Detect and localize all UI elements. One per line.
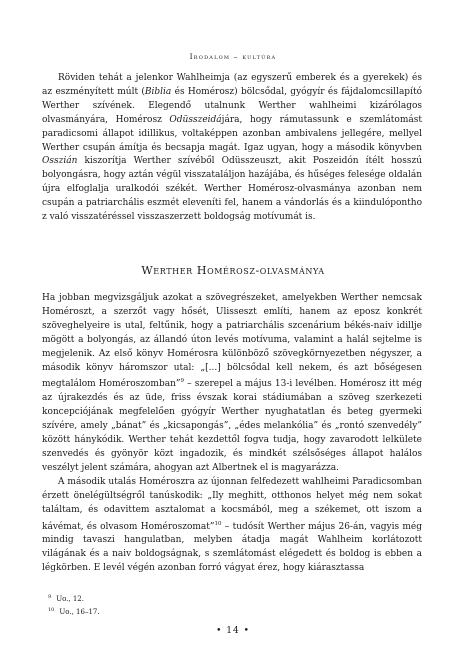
running-head: Irodalom – kultúra [189,52,277,61]
footnote-ref-10[interactable]: 10 [214,520,222,527]
italic-title-biblia: Biblia [144,86,172,97]
paragraph-intro: Röviden tehát a jelenkor Wahlheimja (az egyszerű emberek és a gyerekek) és az eszményített múlt (Biblia és Homérosz) bölcsődal, gyógyír és fájdalomcsillapító Werther szívének. Elegendő utalnunk Werther wahlheimi kizárólagos olvasmányára, Homérosz Odüsszeidájára, hogy rámutassunk e szemlátomást paradicsomi állapot idillikus, voltaképpen azonban ambivalens jellegére, mellyel Werther csupán ámítja és becsapja magát. Igaz ugyan, hogy a második könyvben Osszián kiszorítja Werther szívéből Odüsszeuszt, akit Poszeidón ítélt hosszú bolyongásra, hogy aztán végül visszataláljon hazájába, és hűséges felesége oldalán újra elfoglalja uralkodói székét. Werther Homérosz-olvasmánya azonban nem csupán a patriarchális eszmét eleveníti fel, hanem a vándorlás és a kiindulópontho z való visszatéréssel visszaszerzett boldogság motívumát is. [42,73,422,223]
footnote-9: $^9$ Uo., 12. [48,594,84,603]
footnotes [42,592,422,618]
page-number: • 14 • [216,626,250,636]
paragraph-second-mention: A második utalás Homéroszra az újonnan felfedezett wahlheimi Paradicsomban érzett önelégültségről tanúskodik: „Ily meghitt, otthonos helyet még nem sokat találtam, és odavittem asztalomat a kocsmából, meg a székemet, ott iszom a kávémat, és olvasom Homéroszomat”$^{10}$ – tudósít Werther május 26-án, vagyis még mindig tavaszi hangulatban, melyben átadja magát Wahlheim korlátozott világának és a naiv boldogságnak, s szemlátomást elégedett és boldog is ebben a légkörben. E levél végén azonban forró vágyat érez, hogy kiárasztassa [42,476,422,574]
paragraph-main: Ha jobban megvizsgáljuk azokat a szövegrészeket, amelyekben Werther nemcsak Homéroszt, a szerzőt vagy hősét, Ulisseszt említi, hanem az eposz konkrét szöveghelyeire is utal, feltűnik, hogy a patriarchális szcenárium békés-naiv idillje mögött a bolyongás, az állandó úton levés motívuma, valamint a halál sejtelme is megjelenik. Az első könyv Homérosra különböző szövegkörnyezetben négyszer, a második könyv háromszor utal: „[...] bölcsődal kell nekem, és azt bőségesen megtalálom Homéroszomban”$^9$ – szerepel a május 13-i levélben. Homérosz itt még az újrakezdés és az üde, friss évszak korai stádiumában a szöveg szerkezeti koncepciójának megfelelően gyógyír Werther nyughatatlan és beteg gyermeki szívére, amely „bánat” és „kicsapongás”, „édes melankólia” és „rontó szenvedély” között hánykódik. Werther tehát kezdettől fogva tudja, hogy zavarodott lelkülete szenvedés és gyönyör közt ingadozik, és mindkét szélsőséges állapot halálos veszélyt jelent számára, ahogyan azt Albertnek el is magyarázza. A második utalás Homéroszra az újonnan felfedezett wahlheimi Paradicsomban érzett önelégültségről tanúskodik: „Ily meghitt, otthonos helyet még nem sokat találtam, és odavittem asztalomat a kocsmából, meg a székemet, ott iszom a kávémat, és olvasom Homéroszomat”$^{10}$ – tudósít Werther május 26-án, vagyis még mindig tavaszi hangulatban, melyben átadja magát Wahlheim korlátozott világának és a naiv boldogságnak, s szemlátomást elégedett és boldog is ebben a légkörben. E levél végén azonban forró vágyat érez, hogy kiárasztassa [42,292,422,576]
italic-title-odusszeia: Odüsszeidá [169,114,222,125]
footnote-ref-9[interactable]: 9 [180,378,184,385]
footnote-10: $^{10}$ Uo., 16–17. [48,607,100,616]
italic-title-osszian: Osszián [42,156,78,167]
section-title: Werther Homérosz-olvasmánya [141,264,325,277]
